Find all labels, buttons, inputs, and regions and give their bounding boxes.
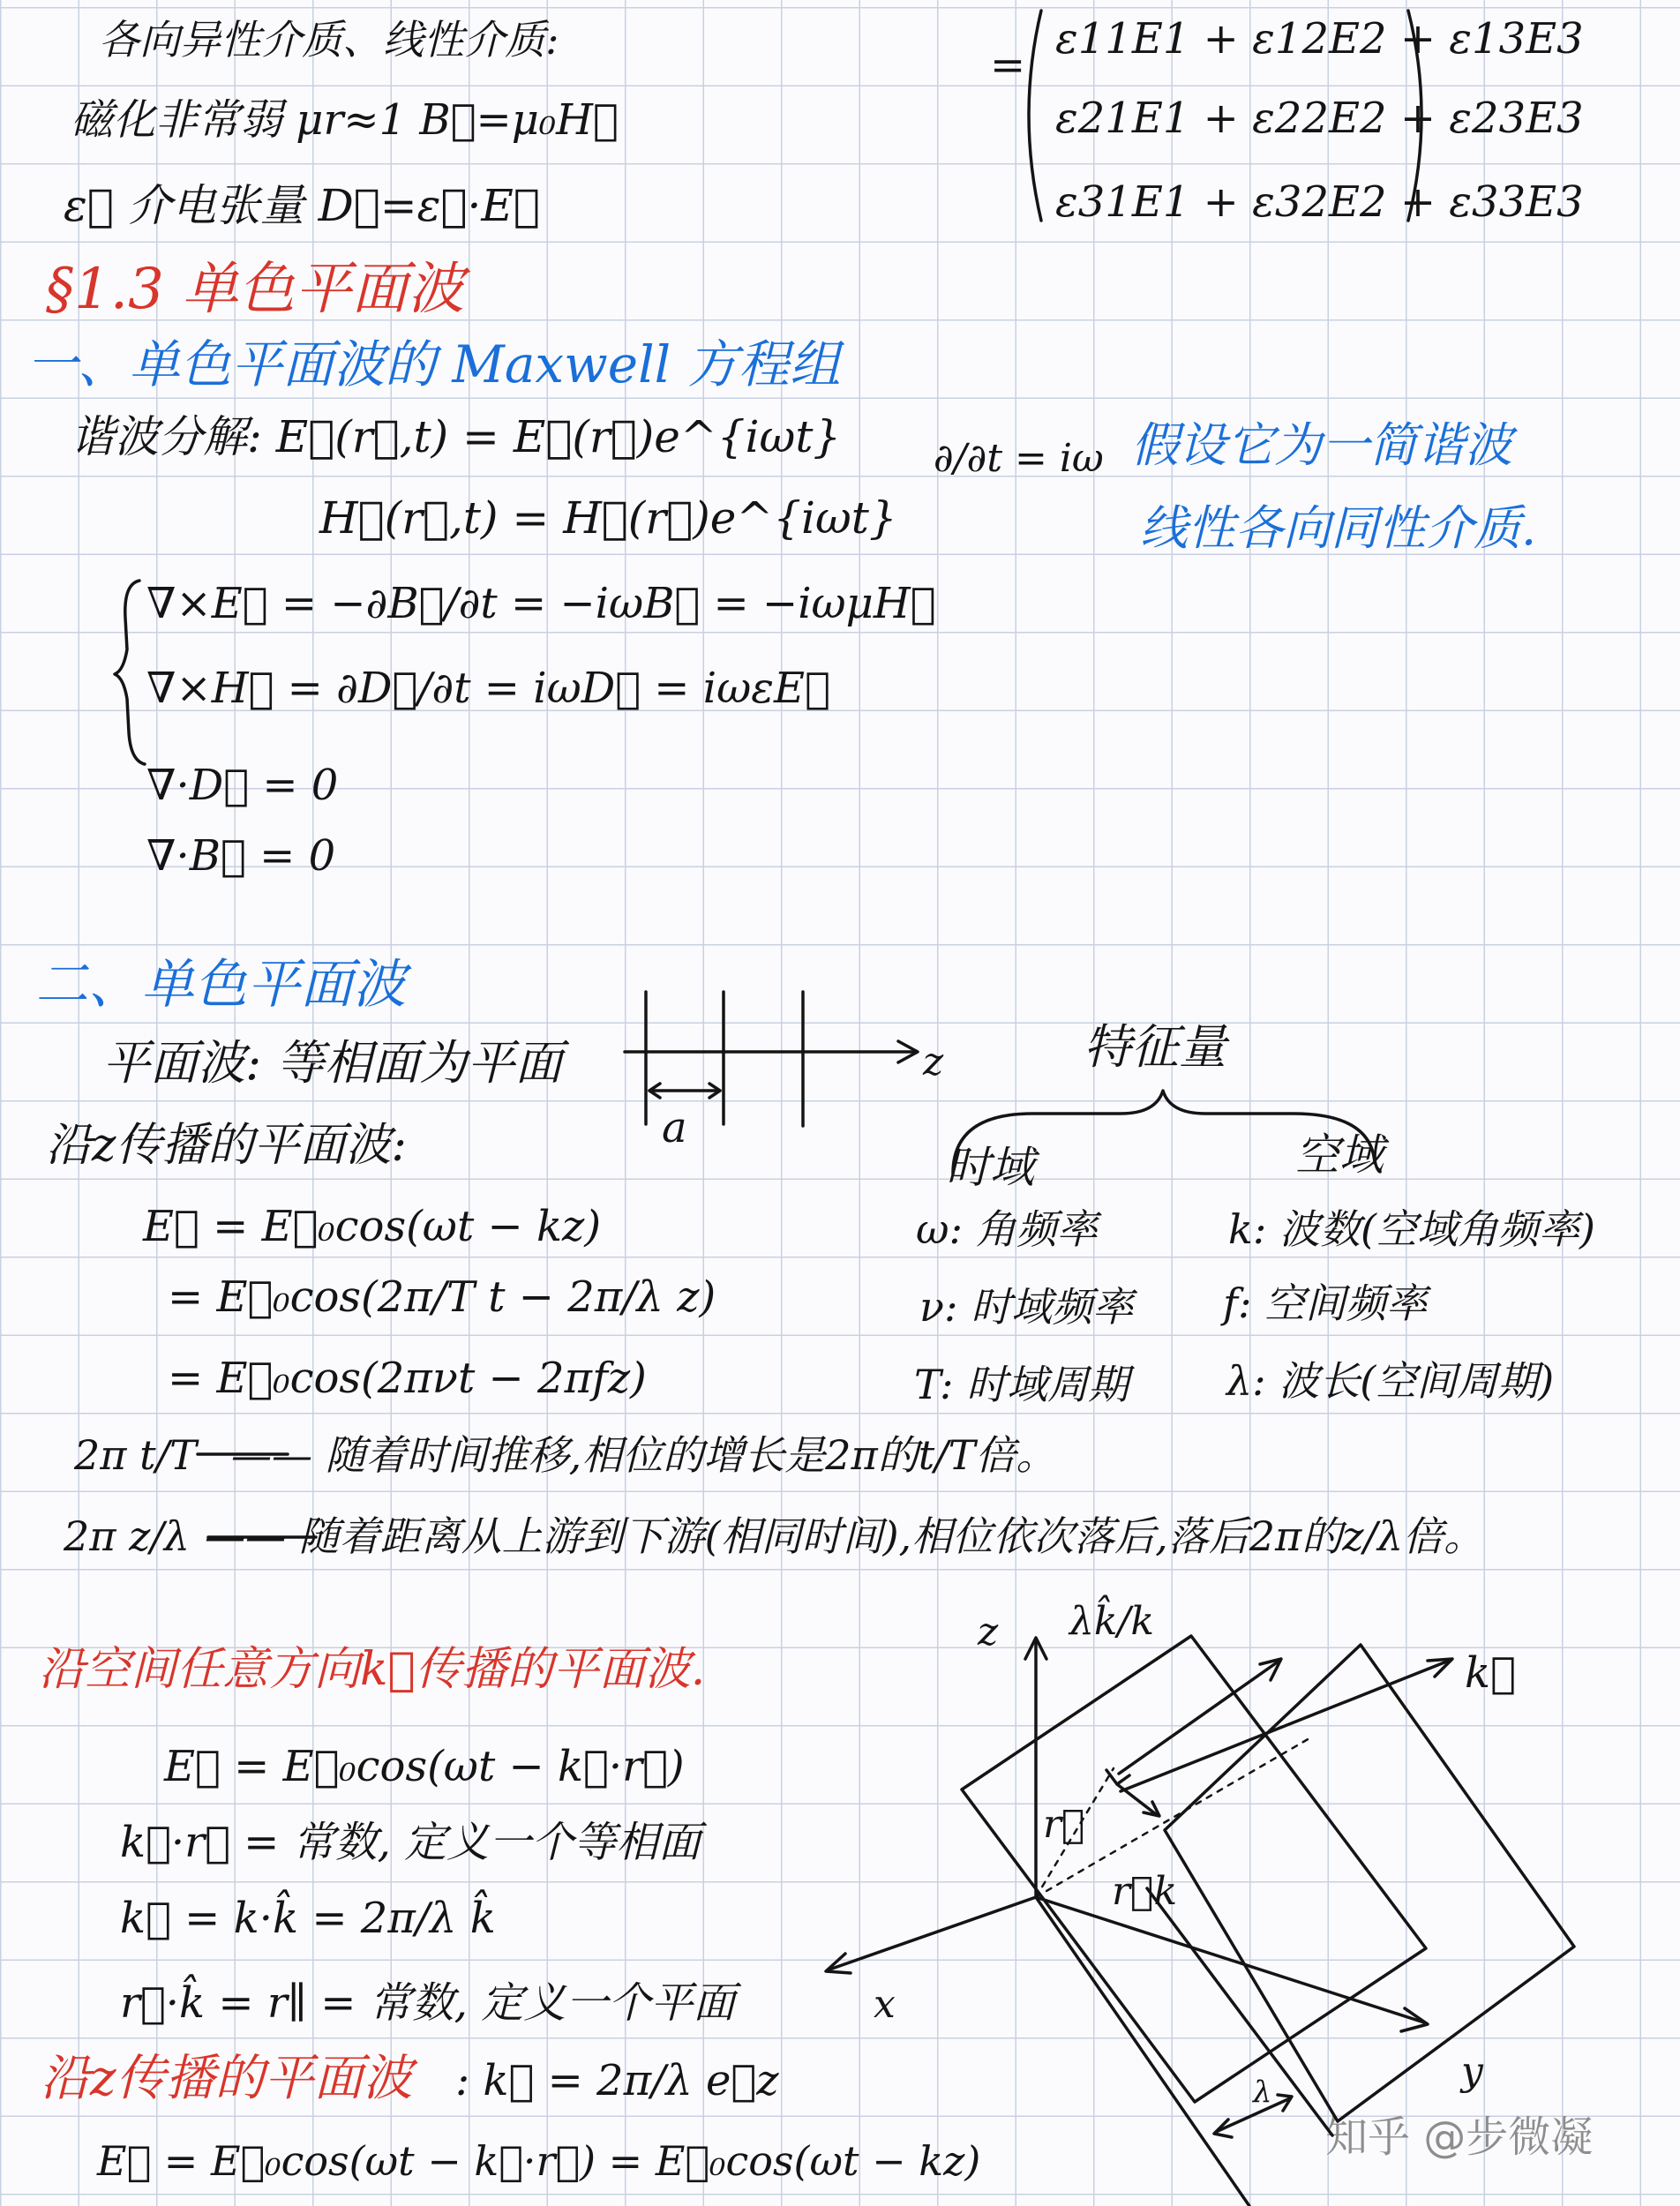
harmonic-line-1: 谐波分解: E⃗(r⃗,t) = E⃗(r⃗)e^{iωt} bbox=[71, 411, 842, 462]
note-2-text: —— 随着距离从上游到下游(相同时间),相位依次落后,落后2π的z/λ倍。 bbox=[205, 1512, 1485, 1560]
subsection-2-title: 二、单色平面波 bbox=[35, 954, 406, 1016]
kz-definition: : k⃗ = 2π/λ e⃗z bbox=[455, 2056, 779, 2105]
a-label: a bbox=[662, 1103, 687, 1152]
plane-wave-definition: 平面波: 等相面为平面 bbox=[102, 1035, 563, 1091]
axis-x-label: x bbox=[874, 1982, 896, 2027]
omega-definition: ω: 角频率 bbox=[916, 1205, 1098, 1253]
matrix-equals: = bbox=[990, 41, 1026, 90]
assumption-1: 假设它为一简谐波 bbox=[1131, 417, 1512, 473]
note-1-text: —— 随着时间推移,相位的增长是2π的t/T倍。 bbox=[231, 1431, 1057, 1479]
k-eq-4: r⃗·k̂ = r∥ = 常数, 定义一个平面 bbox=[120, 1978, 736, 2028]
plane-2 bbox=[1165, 1645, 1574, 2121]
matrix-left-paren bbox=[1029, 11, 1041, 221]
wave-eq-2: = E⃗₀cos(2π/T t − 2π/λ z) bbox=[168, 1272, 716, 1322]
maxwell-eq-1: ∇×E⃗ = −∂B⃗/∂t = −iωB⃗ = −iωμH⃗ bbox=[146, 579, 936, 628]
z-axis-label: z bbox=[923, 1039, 944, 1084]
feature-brace bbox=[953, 1091, 1375, 1174]
tensor-line: ε⃡ 介电张量 D⃗=ε⃡·E⃗ bbox=[64, 180, 540, 231]
maxwell-eq-2: ∇×H⃗ = ∂D⃗/∂t = iωD⃗ = iωεE⃗ bbox=[146, 664, 830, 713]
final-equation: E⃗ = E⃗₀cos(ωt − k⃗·r⃗) = E⃗₀cos(ωt − kz) bbox=[97, 2137, 981, 2185]
wave-eq-1: E⃗ = E⃗₀cos(ωt − kz) bbox=[143, 1202, 602, 1251]
r-vector-label: r⃗ bbox=[1043, 1802, 1085, 1847]
subsection-1-title: 一、单色平面波的 Maxwell 方程组 bbox=[26, 334, 841, 394]
k-vector-label: k⃗ bbox=[1465, 1648, 1516, 1698]
time-derivative: ∂/∂t = iω bbox=[934, 436, 1104, 481]
rk-label: r⃗k bbox=[1112, 1869, 1178, 1914]
wave-eq-3: = E⃗₀cos(2πνt − 2πfz) bbox=[168, 1354, 647, 1403]
k-vector-line bbox=[1121, 1661, 1449, 1791]
matrix-row-3: ε31E1 + ε32E2 + ε33E3 bbox=[1055, 177, 1584, 227]
lambda-k-arrowhead bbox=[1260, 1659, 1281, 1680]
lambda-mark-label: λ bbox=[1253, 2075, 1272, 2110]
assumption-2: 线性各向同性介质. bbox=[1140, 500, 1537, 556]
space-domain-label: 空域 bbox=[1295, 1129, 1384, 1181]
lambda-k-arrow bbox=[1119, 1661, 1279, 1774]
note-1-symbol: 2π t/T bbox=[74, 1431, 197, 1479]
section-title: §1.3 单色平面波 bbox=[46, 257, 465, 322]
lambda-definition: λ: 波长(空间周期) bbox=[1226, 1357, 1555, 1405]
aniso-line: 各向异性介质、线性介质: bbox=[99, 16, 559, 64]
watermark: 知乎 @步微凝 bbox=[1325, 2112, 1594, 2162]
k-eq-3: k⃗ = k·k̂ = 2π/λ k̂ bbox=[120, 1894, 496, 1943]
harmonic-line-2: H⃗(r⃗,t) = H⃗(r⃗)e^{iωt} bbox=[319, 492, 897, 544]
f-definition: f: 空间频率 bbox=[1223, 1279, 1428, 1327]
plane-diagonal-1 bbox=[1036, 1897, 1249, 2206]
maxwell-eq-4: ∇·B⃗ = 0 bbox=[146, 831, 336, 881]
note-2-symbol: 2π z/λ bbox=[64, 1512, 191, 1560]
T-definition: T: 时域周期 bbox=[914, 1361, 1129, 1408]
lambda-k-label: λk̂/k bbox=[1069, 1599, 1155, 1644]
axis-y-label: y bbox=[1461, 2049, 1483, 2094]
matrix-row-2: ε21E1 + ε22E2 + ε23E3 bbox=[1055, 94, 1584, 143]
axis-x bbox=[829, 1897, 1036, 1970]
plane-1 bbox=[962, 1636, 1426, 2102]
matrix-row-1: ε11E1 + ε12E2 + ε13E3 bbox=[1055, 14, 1584, 64]
any-direction-title: 沿空间任意方向k⃗传播的平面波. bbox=[39, 1643, 706, 1696]
along-z-title: 沿z传播的平面波: bbox=[46, 1119, 407, 1172]
r-parallel-arrow bbox=[1117, 1784, 1156, 1814]
k-eq-1: E⃗ = E⃗₀cos(ωt − k⃗·r⃗) bbox=[164, 1742, 685, 1791]
maxwell-eq-3: ∇·D⃗ = 0 bbox=[146, 761, 339, 810]
matrix-right-paren bbox=[1408, 11, 1421, 221]
nu-definition: ν: 时域频率 bbox=[919, 1283, 1134, 1331]
k-eq-2: k⃗·r⃗ = 常数, 定义一个等相面 bbox=[120, 1818, 701, 1867]
axis-y bbox=[1036, 1897, 1424, 2022]
along-z-title-2: 沿z传播的平面波 bbox=[41, 2050, 413, 2107]
perp-mark bbox=[1106, 1770, 1129, 1784]
magnet-line: 磁化非常弱 μr≈1 B⃗=μ₀H⃗ bbox=[71, 95, 619, 145]
feature-title: 特征量 bbox=[1084, 1019, 1226, 1075]
maxwell-brace bbox=[115, 581, 145, 764]
k-definition: k: 波数(空域角频率) bbox=[1228, 1205, 1595, 1253]
time-domain-label: 时域 bbox=[946, 1142, 1034, 1193]
axis-z-label: z bbox=[978, 1609, 999, 1654]
